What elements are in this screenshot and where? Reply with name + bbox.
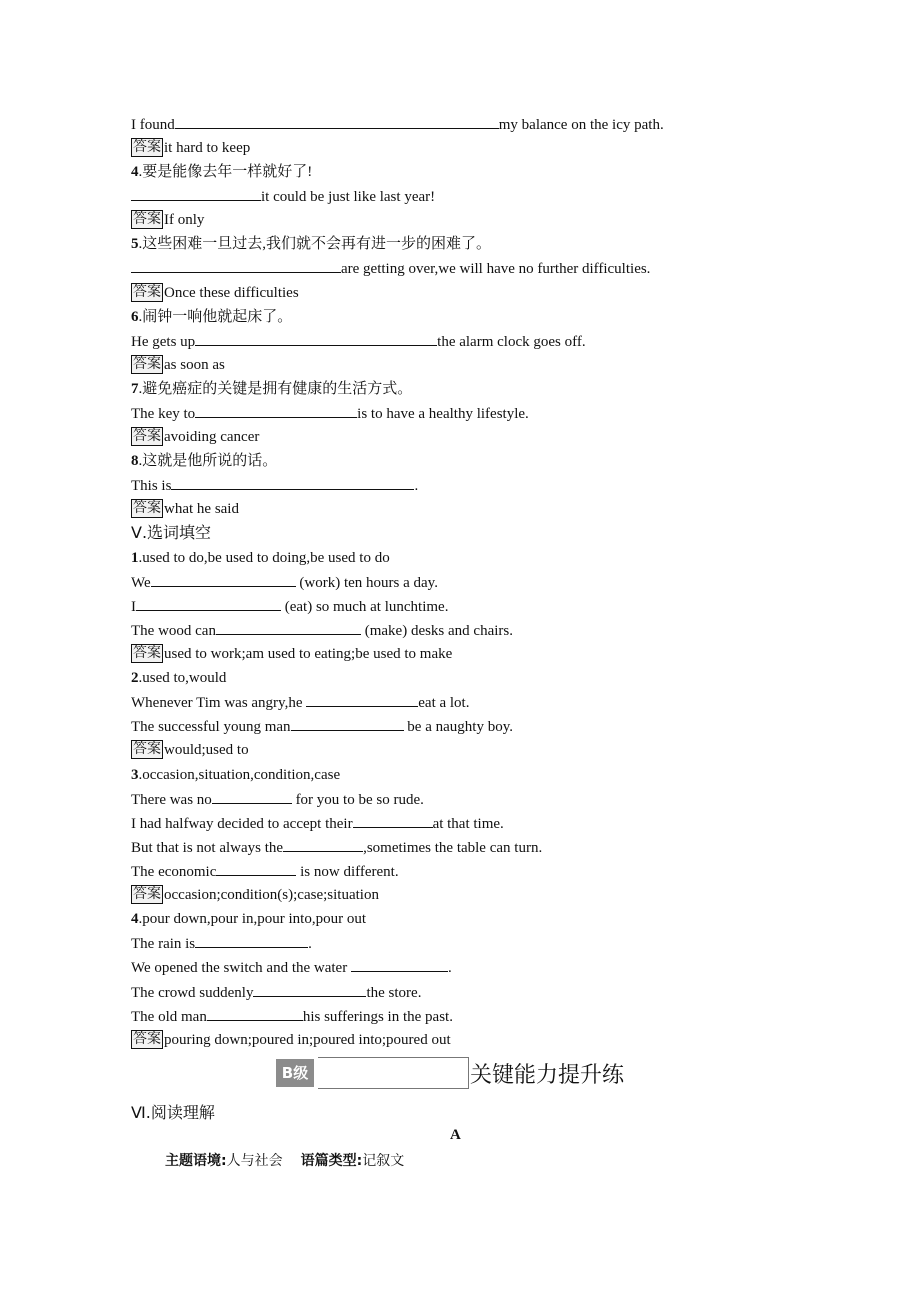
answer-text: avoiding cancer bbox=[164, 429, 260, 445]
word-choices: .used to,would bbox=[138, 670, 227, 686]
answer-text: occasion;condition(s);case;situation bbox=[164, 887, 379, 903]
question-number: 8 bbox=[131, 453, 139, 469]
sentence-text: We bbox=[131, 575, 151, 591]
answer-text: If only bbox=[164, 212, 205, 228]
answer-blank bbox=[195, 331, 437, 346]
q6-prompt bbox=[131, 307, 292, 327]
sentence-text: We opened the switch and the water bbox=[131, 960, 351, 976]
group-number: 2 bbox=[131, 670, 139, 686]
answer-text: as soon as bbox=[164, 357, 225, 373]
theme-value: 人与社会 bbox=[226, 1153, 283, 1169]
answer-blank bbox=[283, 837, 363, 852]
answer-blank bbox=[212, 789, 292, 804]
answer-blank bbox=[306, 692, 418, 707]
answer-text: would;used to bbox=[164, 742, 249, 758]
group-number: 4 bbox=[131, 911, 139, 927]
sentence-text: it could be just like last year! bbox=[261, 189, 436, 205]
answer-blank bbox=[195, 403, 357, 418]
type-label: 语篇类型: bbox=[300, 1153, 363, 1169]
answer-blank bbox=[253, 982, 366, 997]
answer-tag: 答案 bbox=[133, 887, 161, 902]
group-4-sentence-2 bbox=[131, 957, 452, 977]
question-number: 4 bbox=[131, 164, 139, 180]
q4-answer bbox=[131, 210, 204, 230]
sentence-text: But that is not always the bbox=[131, 840, 284, 856]
answer-tag: 答案 bbox=[133, 357, 161, 372]
prompt-text: .这就是他所说的话。 bbox=[138, 453, 278, 469]
group-1-sentence-2 bbox=[131, 596, 448, 616]
sentence-text: The economic bbox=[131, 864, 217, 880]
q7-answer bbox=[131, 427, 259, 447]
q6-answer bbox=[131, 355, 225, 375]
sentence-text: I found bbox=[131, 117, 175, 133]
sentence-text: (work) ten hours a day. bbox=[295, 575, 438, 591]
group-3-answer bbox=[131, 885, 379, 905]
answer-tag: 答案 bbox=[133, 501, 161, 516]
banner-title: 关键能力提升练 bbox=[470, 1063, 625, 1088]
sentence-text: The key to bbox=[131, 406, 196, 422]
sentence-text: The successful young man bbox=[131, 719, 291, 735]
type-value: 记叙文 bbox=[362, 1153, 405, 1169]
q7-sentence bbox=[131, 403, 529, 423]
question-number: 7 bbox=[131, 381, 139, 397]
group-4-words bbox=[131, 909, 366, 929]
sentence-text: be a naughty boy. bbox=[403, 719, 513, 735]
sentence-text: Whenever Tim was angry,he bbox=[131, 695, 307, 711]
answer-tag: 答案 bbox=[133, 140, 161, 155]
sentence-text: I had halfway decided to accept their bbox=[131, 816, 353, 832]
sentence-text: There was no bbox=[131, 792, 212, 808]
sentence-text: The crowd suddenly bbox=[131, 985, 254, 1001]
prompt-text: .闹钟一响他就起床了。 bbox=[138, 309, 293, 325]
sentence-text: eat a lot. bbox=[418, 695, 470, 711]
theme-label: 主题语境: bbox=[165, 1153, 227, 1169]
q6-sentence bbox=[131, 331, 586, 351]
answer-blank bbox=[351, 957, 448, 972]
section-5-heading: Ⅴ.选词填空 bbox=[131, 523, 212, 542]
sentence-text: at that time. bbox=[432, 816, 504, 832]
group-4-sentence-4 bbox=[131, 1006, 453, 1026]
group-4-sentence-3 bbox=[131, 982, 421, 1002]
answer-tag: 答案 bbox=[133, 1032, 161, 1047]
group-number: 3 bbox=[131, 767, 139, 783]
question-number: 6 bbox=[131, 309, 139, 325]
sentence-text: my balance on the icy path. bbox=[498, 117, 664, 133]
question-number: 5 bbox=[131, 236, 139, 252]
sentence-text: (eat) so much at lunchtime. bbox=[281, 599, 449, 615]
answer-tag: 答案 bbox=[133, 429, 161, 444]
group-2-sentence-1 bbox=[131, 692, 469, 712]
answer-tag: 答案 bbox=[133, 742, 161, 757]
prompt-text: .避免癌症的关键是拥有健康的生活方式。 bbox=[138, 381, 413, 397]
group-3-words bbox=[131, 765, 340, 785]
level-banner bbox=[276, 1056, 696, 1092]
sentence-text: (make) desks and chairs. bbox=[360, 623, 513, 639]
word-choices: .used to do,be used to doing,be used to do bbox=[138, 550, 390, 566]
prompt-text: .要是能像去年一样就好了! bbox=[138, 164, 313, 180]
q8-answer bbox=[131, 499, 239, 519]
sentence-text: . bbox=[308, 936, 312, 952]
group-2-sentence-2 bbox=[131, 716, 513, 736]
answer-text: Once these difficulties bbox=[164, 285, 299, 301]
answer-blank bbox=[131, 186, 261, 201]
sentence-text: I bbox=[131, 599, 136, 615]
answer-blank bbox=[353, 813, 433, 828]
answer-blank bbox=[207, 1006, 303, 1021]
group-1-sentence-3 bbox=[131, 620, 513, 640]
answer-text: used to work;am used to eating;be used to make bbox=[164, 646, 453, 662]
answer-blank bbox=[216, 620, 361, 635]
answer-text: pouring down;poured in;poured into;poured out bbox=[164, 1032, 451, 1048]
answer-blank bbox=[171, 475, 414, 490]
sentence-text: . bbox=[447, 960, 452, 976]
level-badge: B级 bbox=[276, 1059, 314, 1087]
group-3-sentence-3 bbox=[131, 837, 542, 857]
sentence-text: . bbox=[414, 478, 419, 494]
group-1-words bbox=[131, 548, 390, 568]
q5-sentence bbox=[131, 258, 650, 278]
group-3-sentence-2 bbox=[131, 813, 504, 833]
sentence-text: is now different. bbox=[296, 864, 399, 880]
q4-prompt bbox=[131, 162, 312, 182]
answer-blank bbox=[291, 716, 404, 731]
answer-blank bbox=[151, 572, 296, 587]
sentence-text: ,sometimes the table can turn. bbox=[363, 840, 543, 856]
answer-blank bbox=[175, 114, 499, 129]
sentence-text: his sufferings in the past. bbox=[302, 1009, 453, 1025]
answer-tag: 答案 bbox=[133, 646, 161, 661]
answer-blank bbox=[195, 933, 308, 948]
q8-prompt bbox=[131, 451, 277, 471]
word-choices: .occasion,situation,condition,case bbox=[138, 767, 341, 783]
word-choices: .pour down,pour in,pour into,pour out bbox=[138, 911, 366, 927]
sentence-text: This is bbox=[131, 478, 172, 494]
sentence-text: is to have a healthy lifestyle. bbox=[357, 406, 529, 422]
group-1-sentence-1 bbox=[131, 572, 438, 592]
group-number: 1 bbox=[131, 550, 139, 566]
sentence-text: The rain is bbox=[131, 936, 196, 952]
answer-tag: 答案 bbox=[133, 212, 161, 227]
q8-sentence bbox=[131, 475, 418, 495]
group-3-sentence-4 bbox=[131, 861, 399, 881]
sentence-text: The old man bbox=[131, 1009, 207, 1025]
group-3-sentence-1 bbox=[131, 789, 424, 809]
answer-blank bbox=[131, 258, 341, 273]
sentence-text: the alarm clock goes off. bbox=[437, 334, 586, 350]
prompt-text: .这些困难一旦过去,我们就不会再有进一步的困难了。 bbox=[138, 236, 492, 252]
answer-blank bbox=[216, 861, 296, 876]
group-2-words bbox=[131, 668, 226, 688]
q5-prompt bbox=[131, 234, 491, 254]
q4-sentence bbox=[131, 186, 435, 206]
group-4-answer bbox=[131, 1030, 451, 1050]
sentence-text: for you to be so rude. bbox=[291, 792, 424, 808]
group-1-answer bbox=[131, 644, 452, 664]
section-6-heading: Ⅵ.阅读理解 bbox=[131, 1103, 215, 1122]
q5-answer bbox=[131, 283, 299, 303]
q3-answer bbox=[131, 138, 250, 158]
answer-text: it hard to keep bbox=[164, 140, 251, 156]
q7-prompt bbox=[131, 379, 412, 399]
passage-meta bbox=[165, 1150, 404, 1170]
sentence-text: the store. bbox=[366, 985, 422, 1001]
answer-text: what he said bbox=[164, 501, 239, 517]
sentence-text: are getting over,we will have no further difficulties. bbox=[341, 261, 651, 277]
group-4-sentence-1 bbox=[131, 933, 312, 953]
sentence-text: He gets up bbox=[131, 334, 196, 350]
banner-frame bbox=[318, 1057, 469, 1089]
passage-label: A bbox=[450, 1127, 461, 1143]
sentence-text: The wood can bbox=[131, 623, 216, 639]
answer-blank bbox=[136, 596, 281, 611]
group-2-answer bbox=[131, 740, 249, 760]
answer-tag: 答案 bbox=[133, 285, 161, 300]
q3-sentence bbox=[131, 114, 664, 134]
